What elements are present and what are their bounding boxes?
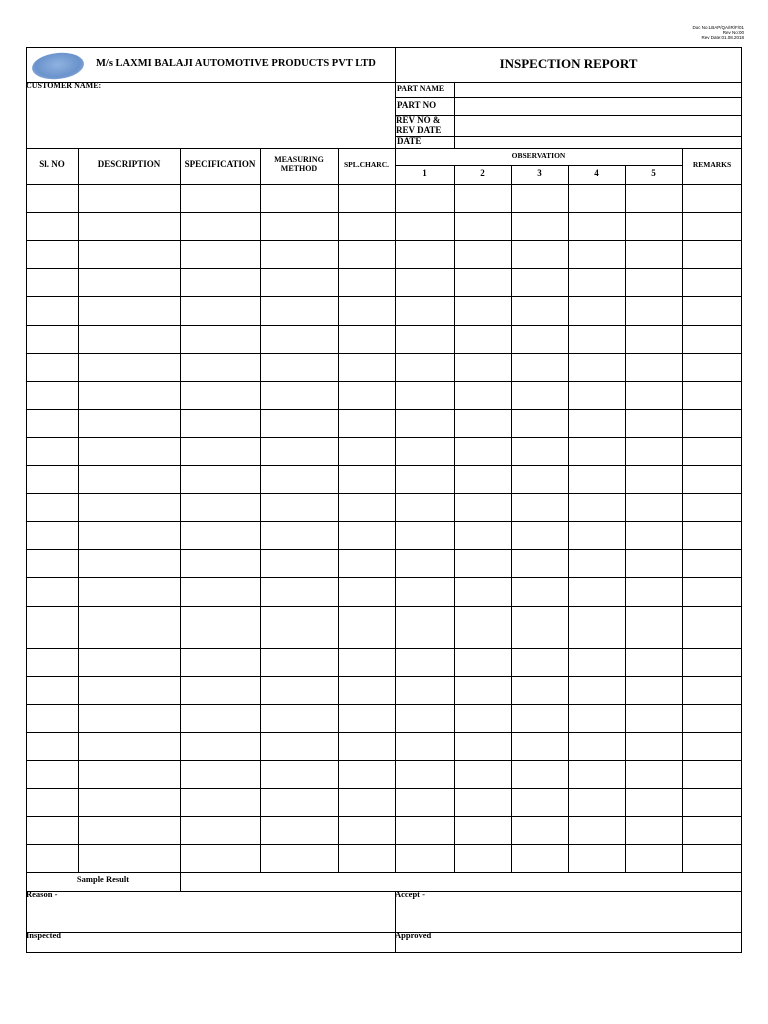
table-row-line bbox=[26, 409, 742, 410]
observation-col-3: 3 bbox=[537, 168, 542, 178]
col-observation: OBSERVATION bbox=[511, 151, 566, 160]
table-row-line bbox=[26, 760, 742, 761]
inspection-report-form bbox=[26, 47, 742, 953]
observation-subheader-line bbox=[395, 165, 682, 166]
table-row-line bbox=[26, 212, 742, 213]
table-row-line bbox=[26, 648, 742, 649]
column-line bbox=[568, 165, 569, 872]
sample-result-label: Sample Result bbox=[76, 874, 130, 884]
table-row-line bbox=[26, 704, 742, 705]
approved-label: Approved bbox=[395, 930, 432, 940]
report-title: INSPECTION REPORT bbox=[499, 56, 638, 71]
rev-date: Rev Date:01.08.2018 bbox=[701, 35, 744, 40]
observation-col-4: 4 bbox=[594, 168, 599, 178]
table-row-line bbox=[26, 437, 742, 438]
document-control-info bbox=[692, 25, 744, 40]
table-row-line bbox=[26, 788, 742, 789]
observation-col-5: 5 bbox=[651, 168, 656, 178]
col-specification: SPECIFICATION bbox=[184, 159, 256, 169]
rev-no-label: REV NO & REV DATE bbox=[396, 115, 442, 135]
form-border bbox=[26, 47, 742, 953]
table-row-line bbox=[26, 606, 742, 607]
column-line bbox=[511, 165, 512, 872]
part-no-label: PART NO bbox=[397, 100, 437, 110]
col-measuring-method: MEASURING METHOD bbox=[274, 155, 324, 173]
col-spl-charc: SPL.CHARC. bbox=[343, 160, 389, 169]
column-line bbox=[338, 148, 339, 872]
table-row-line bbox=[26, 296, 742, 297]
observation-col-2: 2 bbox=[480, 168, 485, 178]
doc-no: Doc No:LBAP/QA/IR/F/01 bbox=[692, 25, 744, 30]
observation-col-1: 1 bbox=[422, 168, 427, 178]
col-remarks: REMARKS bbox=[692, 160, 732, 169]
date-label: DATE bbox=[397, 136, 422, 146]
accept-label: Accept - bbox=[395, 889, 425, 899]
table-row-line bbox=[26, 493, 742, 494]
table-row-line bbox=[26, 240, 742, 241]
header-bottom-line bbox=[26, 82, 742, 83]
table-row-line bbox=[26, 872, 742, 873]
table-row-line bbox=[26, 549, 742, 550]
table-row-line bbox=[26, 577, 742, 578]
table-row-line bbox=[26, 184, 742, 185]
col-sl-no: Sl. NO bbox=[39, 159, 65, 169]
company-name: M/s LAXMI BALAJI AUTOMOTIVE PRODUCTS PVT LTD bbox=[96, 58, 376, 69]
col-description: DESCRIPTION bbox=[97, 159, 161, 169]
table-row-line bbox=[26, 381, 742, 382]
column-line bbox=[682, 148, 683, 872]
info-bottom-line bbox=[26, 148, 742, 149]
table-row-line bbox=[26, 268, 742, 269]
table-row-line bbox=[26, 325, 742, 326]
reason-label: Reason - bbox=[26, 889, 58, 899]
inspected-label: Inspected bbox=[26, 930, 61, 940]
part-name-label: PART NAME bbox=[397, 84, 445, 93]
column-line bbox=[180, 148, 181, 872]
table-row-line bbox=[26, 521, 742, 522]
customer-name-label: CUSTOMER NAME: bbox=[26, 81, 102, 90]
column-line bbox=[454, 165, 455, 872]
table-row-line bbox=[26, 676, 742, 677]
table-row-line bbox=[26, 844, 742, 845]
table-row-line bbox=[26, 353, 742, 354]
column-line bbox=[260, 148, 261, 872]
column-line bbox=[395, 148, 396, 872]
table-row-line bbox=[26, 465, 742, 466]
table-row-line bbox=[26, 816, 742, 817]
table-row-line bbox=[26, 732, 742, 733]
column-line bbox=[625, 165, 626, 872]
rev-no: Rev No:00 bbox=[722, 30, 744, 35]
column-line bbox=[78, 148, 79, 872]
